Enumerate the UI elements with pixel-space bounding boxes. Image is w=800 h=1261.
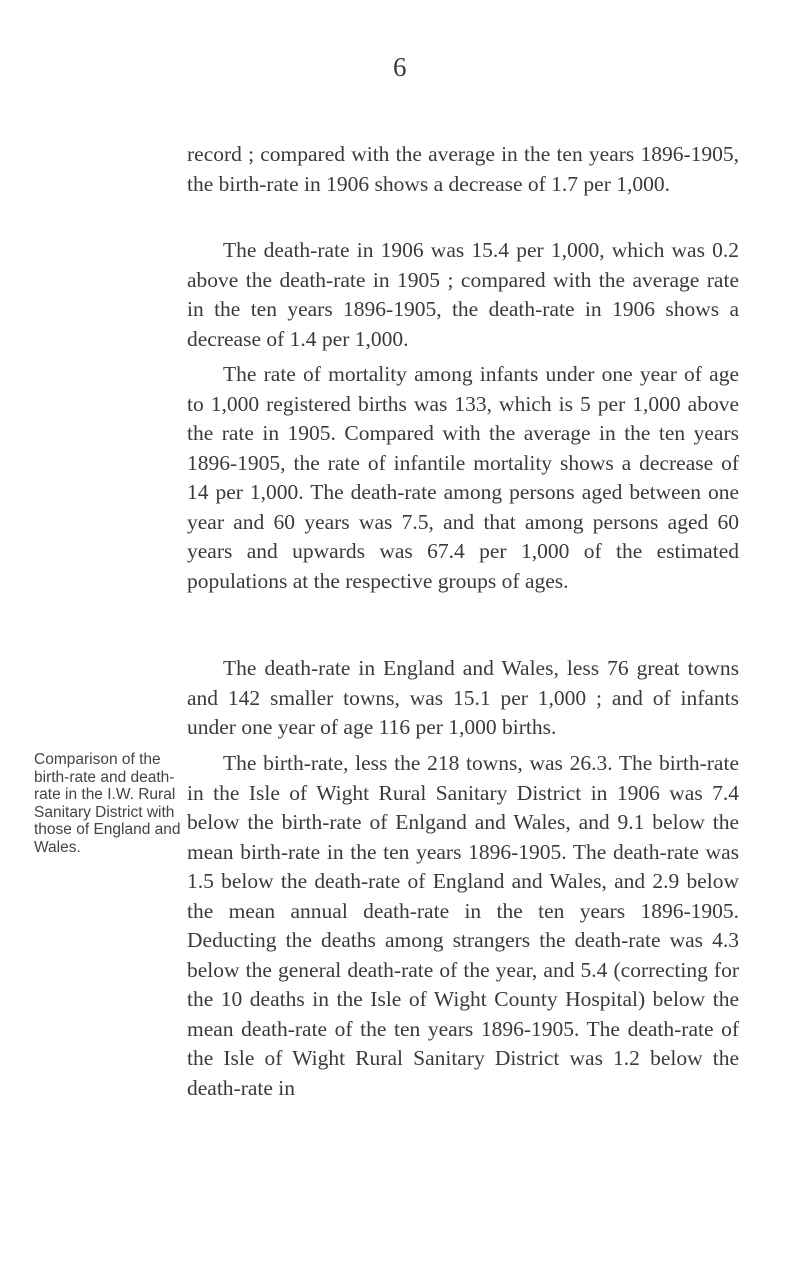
paragraph-comparison-birth-death-rates: The birth-rate, less the 218 towns, was 26.3. The birth-rate in the Isle of Wight Rural Sanitary District in 1906 was 7.4 below the birth-rate of Enlgand and Wales, and 9.1 below the mean birth-rate in the ten years 1896-1905. The death-rate was 1.5 below the death-rate of England and Wales, and 2.9 below the mean annual death-rate in the ten years 1896-1905. Deducting the deaths among strangers the death-rate was 4.3 below the general death-rate of the year, and 5.4 (correcting for the 10 deaths in the Isle of Wight County Hospital) below the mean death-rate of the ten years 1896-1905. The death-rate of the Isle of Wight Rural Sanitary District was 1.2 below the death-rate in bbox=[187, 751, 739, 1100]
page-number: 6 bbox=[393, 52, 407, 82]
paragraph-england-wales-death-rate: The death-rate in England and Wales, less 76 great towns and 142 smaller towns, was 15.1 per 1,000 ; and of infants under one year of age 116 per 1,000 births. bbox=[187, 656, 739, 739]
paragraph-death-rate: The death-rate in 1906 was 15.4 per 1,000, which was 0.2 above the death-rate in 1905 ; compared with the average rate in the ten years 1896-1905, the death-rate in 1906 shows a decrease of 1.4 per 1,000. bbox=[187, 238, 739, 351]
margin-note: Comparison of the birth-rate and death-rate in the I.W. Rural Sanitary District with those of England and Wales. bbox=[34, 751, 181, 856]
paragraph-infant-mortality: The rate of mortality among infants under one year of age to 1,000 registered births was 133, which is 5 per 1,000 above the rate in 1905. Compared with the average in the ten years 1896-1905, the rate of infantile mortality shows a decrease of 14 per 1,000. The death-rate among persons aged between one year and 60 years was 7.5, and that among persons aged 60 years and upwards was 67.4 per 1,000 of the estimated populations at the respective groups of ages. bbox=[187, 362, 739, 593]
paragraph-birth-rate-comparison: record ; compared with the average in the ten years 1896-1905, the birth-rate in 1906 shows a decrease of 1.7 per 1,000. bbox=[187, 142, 739, 196]
